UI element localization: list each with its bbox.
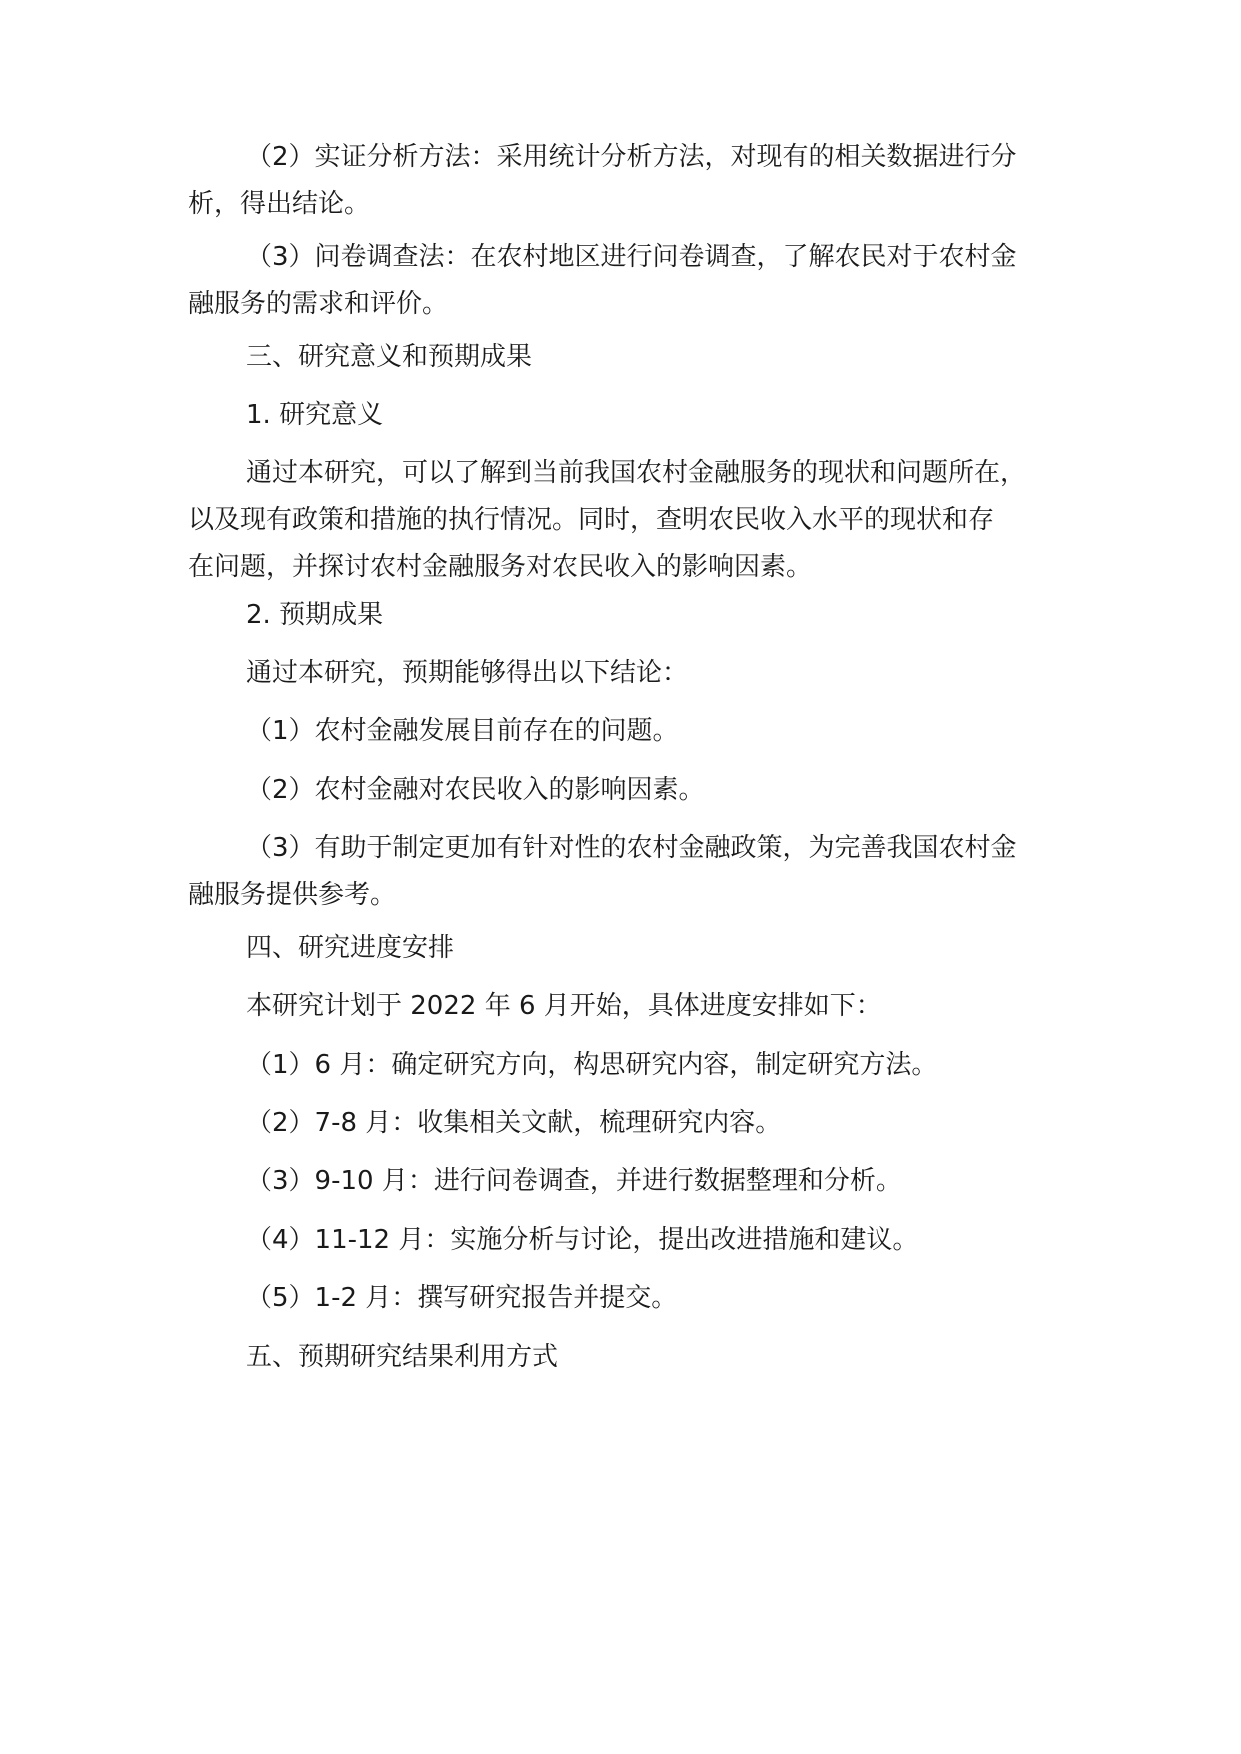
text-line: （4）11-12 月：实施分析与讨论，提出改进措施和建议。 xyxy=(246,1225,919,1255)
subheading-expected xyxy=(188,592,1088,639)
text-line: 四、研究进度安排 xyxy=(246,933,455,963)
text-line: （1）6 月：确定研究方向，构思研究内容，制定研究方法。 xyxy=(246,1050,938,1080)
text-line: 通过本研究，预期能够得出以下结论： xyxy=(246,658,689,688)
list-item-schedule-2 xyxy=(188,1100,1088,1147)
section-heading-5 xyxy=(188,1334,1088,1381)
list-item-schedule-4 xyxy=(188,1217,1088,1264)
text-line: （1）农村金融发展目前存在的问题。 xyxy=(246,716,679,746)
text-line: （2）7-8 月：收集相关文献，梳理研究内容。 xyxy=(246,1108,782,1138)
text-line: （3）问卷调查法：在农村地区进行问卷调查，了解农民对于农村金 xyxy=(246,242,1017,272)
list-item-expected-3 xyxy=(188,825,1088,919)
text-line: 五、预期研究结果利用方式 xyxy=(246,1342,559,1372)
text-line: 融服务提供参考。 xyxy=(188,880,397,910)
text-line: 2. 预期成果 xyxy=(246,600,384,630)
text-line: 1. 研究意义 xyxy=(246,400,384,430)
list-item-schedule-3 xyxy=(188,1158,1088,1205)
list-item-schedule-5 xyxy=(188,1275,1088,1322)
text-line: 通过本研究，可以了解到当前我国农村金融服务的现状和问题所在， xyxy=(246,458,1027,488)
text-line: （5）1-2 月：撰写研究报告并提交。 xyxy=(246,1283,678,1313)
text-line: （2）实证分析方法：采用统计分析方法，对现有的相关数据进行分 xyxy=(246,142,1017,172)
paragraph-schedule-intro xyxy=(188,983,1088,1030)
list-item-expected-1 xyxy=(188,708,1088,755)
paragraph-expected-intro xyxy=(188,650,1088,697)
paragraph-method-3 xyxy=(188,234,1088,328)
section-heading-4 xyxy=(188,925,1088,972)
text-line: 三、研究意义和预期成果 xyxy=(246,342,533,372)
text-line: （2）农村金融对农民收入的影响因素。 xyxy=(246,775,705,805)
paragraph-method-2 xyxy=(188,134,1088,228)
paragraph-significance xyxy=(188,450,1088,591)
section-heading-3 xyxy=(188,334,1088,381)
subheading-significance xyxy=(188,392,1088,439)
text-line: 析，得出结论。 xyxy=(188,189,371,219)
text-line: （3）有助于制定更加有针对性的农村金融政策，为完善我国农村金 xyxy=(246,833,1017,863)
text-line: 以及现有政策和措施的执行情况。同时，查明农民收入水平的现状和存 xyxy=(188,505,995,535)
list-item-expected-2 xyxy=(188,767,1088,814)
text-line: （3）9-10 月：进行问卷调查，并进行数据整理和分析。 xyxy=(246,1166,902,1196)
text-line: 在问题，并探讨农村金融服务对农民收入的影响因素。 xyxy=(188,552,813,582)
text-line: 本研究计划于 2022 年 6 月开始，具体进度安排如下： xyxy=(246,991,882,1021)
text-line: 融服务的需求和评价。 xyxy=(188,289,449,319)
list-item-schedule-1 xyxy=(188,1042,1088,1089)
